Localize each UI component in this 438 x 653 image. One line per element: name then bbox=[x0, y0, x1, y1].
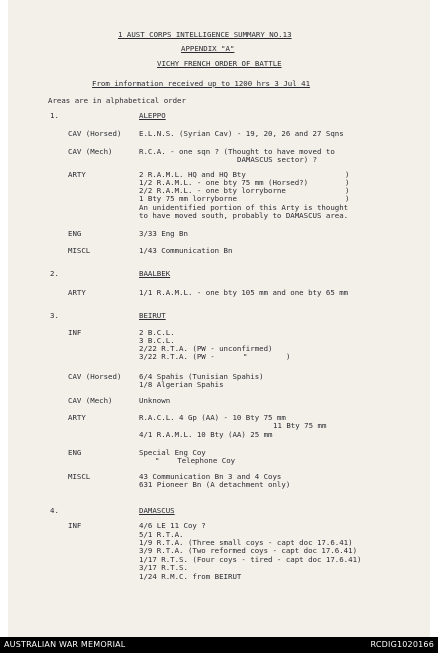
row-text: 11 Bty 75 mm bbox=[273, 421, 327, 430]
information-date-line: From information received up to 1200 hrs 3 Jul 41 bbox=[92, 79, 311, 88]
row-text: 2/22 R.T.A. (PW - unconfirmed) bbox=[139, 344, 273, 353]
bracket-mark: ) bbox=[345, 170, 350, 179]
row-label: ARTY bbox=[68, 170, 86, 179]
area-heading-baalbek: BAALBEK bbox=[139, 269, 171, 278]
row-text: to have moved south, probably to DAMASCUS area. bbox=[139, 211, 349, 220]
row-label: CAV (Mech) bbox=[68, 147, 113, 156]
row-text: R.C.A. - one sqn ? (Thought to have moved to bbox=[139, 147, 335, 156]
row-text: 1/1 R.A.M.L. - one bty 105 mm and one bty 65 mm bbox=[139, 288, 349, 297]
bracket-mark: ) bbox=[345, 178, 350, 187]
row-text: 631 Pioneer Bn (A detachment only) bbox=[139, 480, 291, 489]
row-text: DAMASCUS sector) ? bbox=[237, 155, 318, 164]
area-heading-damascus: DAMASCUS bbox=[139, 506, 175, 515]
row-label: CAV (Mech) bbox=[68, 396, 113, 405]
row-text: 1/8 Algerian Spahis bbox=[139, 380, 224, 389]
row-label: INF bbox=[68, 521, 82, 530]
row-text: 1/43 Communication Bn bbox=[139, 246, 233, 255]
row-label: MISCL bbox=[68, 472, 91, 481]
row-label: CAV (Horsed) bbox=[68, 372, 122, 381]
row-text: 3/9 R.T.A. (Two reformed coys - capt doc 17.6.41) bbox=[139, 546, 358, 555]
row-label: ENG bbox=[68, 448, 82, 457]
row-text: 5/1 R.T.A. bbox=[139, 530, 184, 539]
row-text: 2 R.A.M.L. HQ and HQ Bty bbox=[139, 170, 246, 179]
section-number: 4. bbox=[50, 506, 59, 515]
row-label: ARTY bbox=[68, 413, 86, 422]
archive-name: AUSTRALIAN WAR MEMORIAL bbox=[4, 640, 126, 649]
row-text: 1/2 R.A.M.L. - one bty 75 mm (Horsed?) bbox=[139, 178, 309, 187]
summary-title: 1 AUST CORPS INTELLIGENCE SUMMARY NO.13 bbox=[118, 30, 292, 39]
order-of-battle-title: VICHY FRENCH ORDER OF BATTLE bbox=[157, 59, 282, 68]
archive-footer-bar bbox=[0, 637, 438, 653]
row-text: 1/24 R.M.C. from BEIRUT bbox=[139, 572, 242, 581]
row-text: 1 Bty 75 mm lorryborne bbox=[139, 194, 237, 203]
area-heading-aleppo: ALEPPO bbox=[139, 111, 166, 120]
row-text: 3 B.C.L. bbox=[139, 336, 175, 345]
row-text: 2 B.C.L. bbox=[139, 328, 175, 337]
appendix-title: APPENDIX "A" bbox=[181, 44, 235, 53]
record-id: RCDIG1020166 bbox=[370, 640, 434, 649]
row-text: 4/6 LE 11 Coy ? bbox=[139, 521, 206, 530]
row-text: 2/2 R.A.M.L. - one bty lorryborne bbox=[139, 186, 286, 195]
section-number: 2. bbox=[50, 269, 59, 278]
row-label: ARTY bbox=[68, 288, 86, 297]
row-label: CAV (Horsed) bbox=[68, 129, 122, 138]
row-text: 1/17 R.T.S. (Four coys - tired - capt doc 17.6.41) bbox=[139, 555, 362, 564]
row-label: INF bbox=[68, 328, 82, 337]
row-text: 6/4 Spahis (Tunisian Spahis) bbox=[139, 372, 264, 381]
intro-text: Areas are in alphabetical order bbox=[48, 96, 186, 105]
bracket-mark: ) bbox=[345, 194, 350, 203]
row-text: E.L.N.S. (Syrian Cav) - 19, 20, 26 and 27 Sqns bbox=[139, 129, 344, 138]
bracket-mark: ) bbox=[286, 352, 291, 361]
row-text: 3/17 R.T.S. bbox=[139, 563, 188, 572]
bracket-mark: ) bbox=[345, 186, 350, 195]
row-text: 3/33 Eng Bn bbox=[139, 229, 188, 238]
area-heading-beirut: BEIRUT bbox=[139, 311, 166, 320]
section-number: 1. bbox=[50, 111, 59, 120]
row-text: R.A.C.L. 4 Gp (AA) - 10 Bty 75 mm bbox=[139, 413, 286, 422]
row-text: An unidentified portion of this Arty is thought bbox=[139, 203, 349, 212]
ditto-mark: " bbox=[243, 352, 248, 361]
row-label: ENG bbox=[68, 229, 82, 238]
row-text: 3/22 R.T.A. (PW - bbox=[139, 352, 215, 361]
row-text: 4/1 R.A.M.L. 10 Bty (AA) 25 mm bbox=[139, 430, 273, 439]
section-number: 3. bbox=[50, 311, 59, 320]
row-label: MISCL bbox=[68, 246, 91, 255]
row-text: " Telephone Coy bbox=[155, 456, 236, 465]
row-text: Special Eng Coy bbox=[139, 448, 206, 457]
row-text: 43 Communication Bn 3 and 4 Coys bbox=[139, 472, 282, 481]
row-text: Unknown bbox=[139, 396, 171, 405]
row-text: 1/9 R.T.A. (Three small coys - capt doc 17.6.41) bbox=[139, 538, 353, 547]
